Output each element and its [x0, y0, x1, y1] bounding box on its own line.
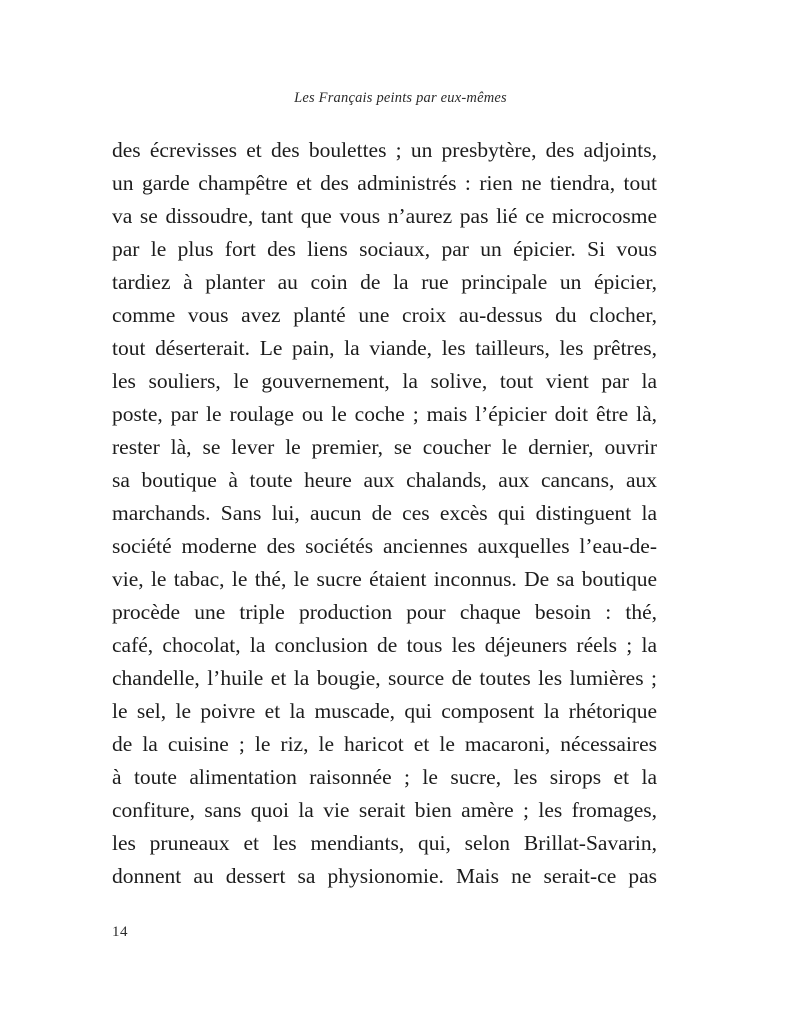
text-line: à toute alimentation raisonnée ; le sucre, les sirops et la: [112, 765, 657, 789]
text-line: confiture, sans quoi la vie serait bien amère ; les fromages,: [112, 798, 657, 822]
text-line: procède une triple production pour chaque besoin : thé,: [112, 600, 657, 624]
text-line: vie, le tabac, le thé, le sucre étaient inconnus. De sa boutique: [112, 567, 657, 591]
text-line: société moderne des sociétés anciennes auxquelles l’eau-de-: [112, 534, 657, 558]
body-text: [112, 134, 657, 893]
text-line: va se dissoudre, tant que vous n’aurez pas lié ce microcosme: [112, 204, 657, 228]
text-line: le sel, le poivre et la muscade, qui composent la rhétorique: [112, 699, 657, 723]
page-number: 14: [112, 924, 128, 940]
text-line: chandelle, l’huile et la bougie, source de toutes les lumières ;: [112, 666, 657, 690]
text-line: les souliers, le gouvernement, la solive, tout vient par la: [112, 369, 657, 393]
text-line: sa boutique à toute heure aux chalands, aux cancans, aux: [112, 468, 657, 492]
text-line: comme vous avez planté une croix au-dessus du clocher,: [112, 303, 657, 327]
text-line: tardiez à planter au coin de la rue principale un épicier,: [112, 270, 657, 294]
text-line: les pruneaux et les mendiants, qui, selon Brillat-Savarin,: [112, 831, 657, 855]
text-line: un garde champêtre et des administrés : rien ne tiendra, tout: [112, 171, 657, 195]
text-line: poste, par le roulage ou le coche ; mais l’épicier doit être là,: [112, 402, 657, 426]
running-head: Les Français peints par eux-mêmes: [294, 90, 507, 106]
text-line: des écrevisses et des boulettes ; un presbytère, des adjoints,: [112, 138, 657, 162]
text-line: par le plus fort des liens sociaux, par un épicier. Si vous: [112, 237, 657, 261]
text-line: café, chocolat, la conclusion de tous les déjeuners réels ; la: [112, 633, 657, 657]
text-line: marchands. Sans lui, aucun de ces excès qui distinguent la: [112, 501, 657, 525]
text-line: tout déserterait. Le pain, la viande, les tailleurs, les prêtres,: [112, 336, 657, 360]
text-line: donnent au dessert sa physionomie. Mais ne serait-ce pas: [112, 864, 657, 888]
text-line: rester là, se lever le premier, se coucher le dernier, ouvrir: [112, 435, 657, 459]
text-line: de la cuisine ; le riz, le haricot et le macaroni, nécessaires: [112, 732, 657, 756]
